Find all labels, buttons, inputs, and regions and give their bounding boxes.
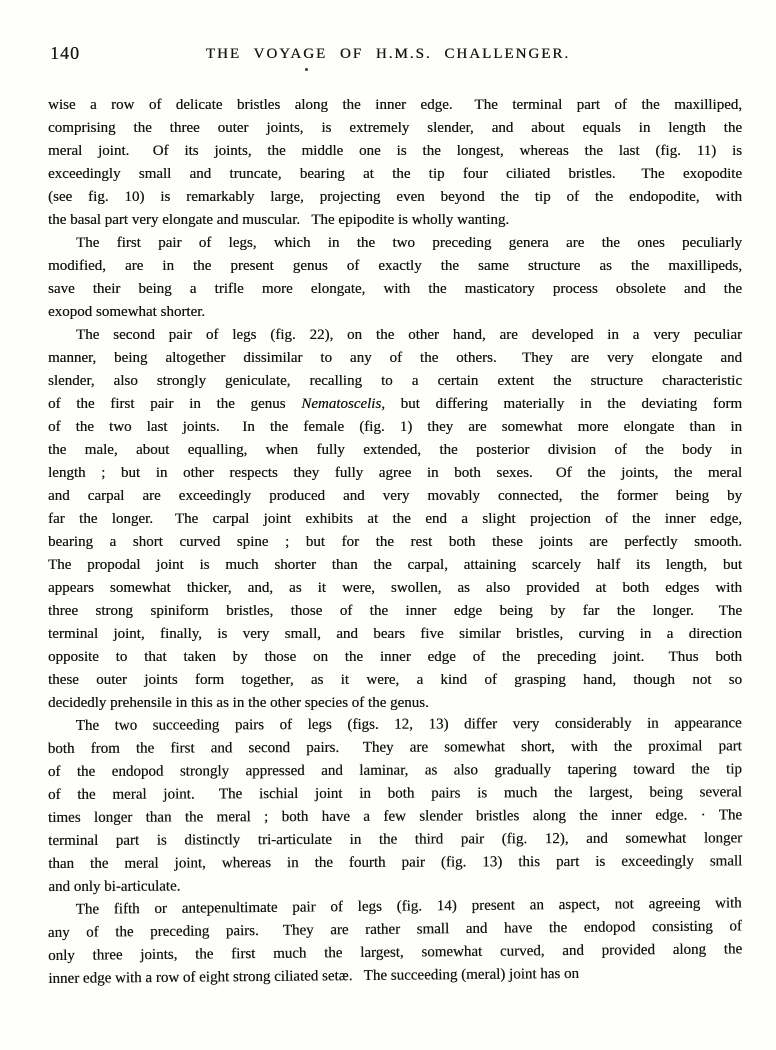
text-line: times longer than the meral ; both have a few slender bristles along the inner edge. · The <box>48 807 743 826</box>
text-line: far the longer. The carpal joint exhibits at the end a slight projection of the inner edge, <box>48 511 742 527</box>
text-line: inner edge with a row of eight strong ciliated setæ. The succeeding (meral) joint has on <box>48 965 580 987</box>
text-line: opposite to that taken by those on the inner edge of the preceding joint. Thus both <box>48 649 742 665</box>
page-number: 140 <box>50 43 80 63</box>
text-line: slender, also strongly geniculate, recalling to a certain extent the structure characteristic <box>48 373 742 389</box>
text-line: the male, about equalling, when fully extended, the posterior division of the body in <box>48 442 742 458</box>
text-line: than the meral joint, whereas in the fourth pair (fig. 13) this part is exceedingly small <box>48 853 743 872</box>
text-line: The first pair of legs, which in the two preceding genera are the ones peculiarly <box>76 235 742 251</box>
page-body <box>48 94 742 991</box>
text-line: three strong spiniform bristles, those of the inner edge being by far the longer. The <box>48 603 742 619</box>
text-line: modified, are in the present genus of exactly the same structure as the maxillipeds, <box>48 258 742 274</box>
text-line: meral joint. Of its joints, the middle one is the longest, whereas the last (fig. 11) is <box>48 143 742 159</box>
paragraph <box>48 712 743 899</box>
text-line: and only bi-articulate. <box>48 878 181 895</box>
text-line: wise a row of delicate bristles along the inner edge. The terminal part of the maxilliped, <box>48 97 742 113</box>
text-line: of the first pair in the genus Nematoscelis, but differing materially in the deviating form <box>48 396 743 412</box>
text-line: bearing a short curved spine ; but for the rest both these joints are perfectly smooth. <box>48 534 742 550</box>
text-line: both from the first and second pairs. They are somewhat short, with the proximal part <box>47 738 742 758</box>
text-line: length ; but in other respects they fully agree in both sexes. Of the joints, the meral <box>48 465 742 481</box>
text-line: the basal part very elongate and muscular. The epipodite is wholly wanting. <box>48 212 510 228</box>
text-line: The second pair of legs (fig. 22), on the other hand, are developed in a very peculiar <box>76 327 742 343</box>
text-line: exopod somewhat shorter. <box>48 304 206 320</box>
text-line: of the endopod strongly appressed and laminar, as also gradually tapering toward the tip <box>47 761 742 781</box>
paragraph <box>48 324 742 715</box>
text-line: of the meral joint. The ischial joint in both pairs is much the largest, being several <box>47 784 742 803</box>
text-line: The propodal joint is much shorter than the carpal, attaining scarcely half its length, but <box>48 557 742 573</box>
text-line: appears somewhat thicker, and, as it were, swollen, as also provided at both edges with <box>48 580 742 596</box>
text-line: decidedly prehensile in this as in the other species of the genus. <box>48 695 429 711</box>
paragraph <box>48 892 743 991</box>
text-line: terminal joint, finally, is very small, and bears five similar bristles, curving in a direction <box>48 626 742 642</box>
print-artifact-dot <box>305 68 308 71</box>
text-line: terminal part is distinctly tri-articulate in the third pair (fig. 12), and somewhat longer <box>48 830 743 849</box>
text-line: of the two last joints. In the female (fig. 1) they are somewhat more elongate than in <box>48 419 742 435</box>
text-line: save their being a trifle more elongate, with the masticatory process obsolete and the <box>48 281 742 297</box>
text-line: The two succeeding pairs of legs (figs. 12, 13) differ very considerably in appearance <box>75 715 742 734</box>
text-line: manner, being altogether dissimilar to any of the others. They are very elongate and <box>48 350 742 366</box>
text-line: exceedingly small and truncate, bearing at the tip four ciliated bristles. The exopodite <box>48 166 742 182</box>
text-line: and carpal are exceedingly produced and very movably connected, the former being by <box>48 488 742 504</box>
running-title: THE VOYAGE OF H.M.S. CHALLENGER. <box>205 46 571 62</box>
text-line: The fifth or antepenultimate pair of legs (fig. 14) present an aspect, not agreeing with <box>75 895 742 918</box>
text-line: any of the preceding pairs. They are rather small and have the endopod consisting of <box>47 918 742 942</box>
paragraph <box>48 94 742 232</box>
text-line: (see fig. 10) is remarkably large, projecting even beyond the tip of the endopodite, with <box>48 189 742 205</box>
text-line: these outer joints form together, as it were, a kind of grasping hand, though not so <box>48 672 742 688</box>
paragraph <box>48 232 742 324</box>
text-line: only three joints, the first much the largest, somewhat curved, and provided along the <box>48 941 743 964</box>
text-line: comprising the three outer joints, is extremely slender, and about equals in length the <box>48 120 742 136</box>
